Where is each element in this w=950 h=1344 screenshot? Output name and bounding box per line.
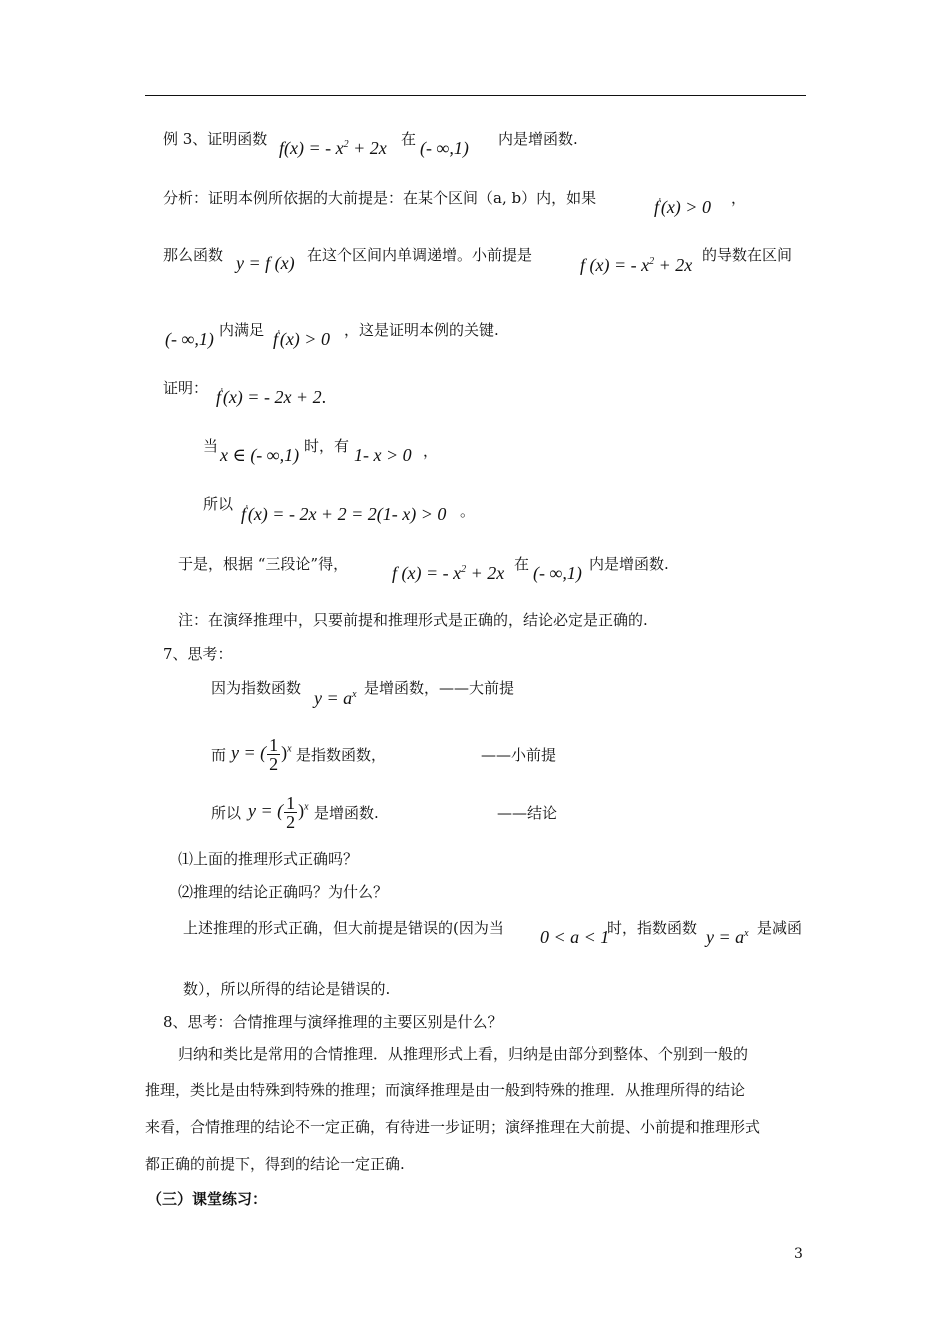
example3-label: 例 3、证明函数 bbox=[163, 130, 268, 148]
example3-function: f(x) = - $x^2 + 2x$ bbox=[279, 138, 387, 158]
think8-paragraph-line1: 归纳和类比是常用的合情推理．从推理形式上看，归纳是由部分到整体、个别到一般的 bbox=[178, 1045, 749, 1063]
proof-when-c: 1- x > 0 bbox=[354, 445, 412, 465]
section3-title: （三）课堂练习： bbox=[147, 1190, 268, 1208]
proof-when-b: 时，有 bbox=[304, 437, 350, 455]
think8-paragraph-line4: 都正确的前提下，得到的结论一定正确. bbox=[145, 1155, 405, 1173]
think7-line2-b: 是指数函数， bbox=[296, 746, 387, 764]
think7-line2-tag: ——小前提 bbox=[481, 746, 557, 764]
think7-question2: ⑵推理的结论正确吗？为什么？ bbox=[178, 883, 389, 901]
think7-line1-b: 是增函数，——大前提 bbox=[364, 679, 515, 697]
think7-question1: ⑴上面的推理形式正确吗？ bbox=[178, 850, 359, 868]
think7-line3-b: 是增函数. bbox=[314, 804, 379, 822]
proof-thus-interval: (- ∞,1) bbox=[533, 563, 582, 583]
proof-when-end: ， bbox=[423, 442, 439, 460]
think7-answer-b: 时，指数函数 bbox=[607, 919, 698, 937]
think7-answer-math: 0 < a < 1 bbox=[540, 927, 610, 947]
analysis-line1: 分析：证明本例所依据的大前提是：在某个区间（a, b）内，如果 bbox=[163, 189, 597, 207]
proof-thus-function: f (x) = - $x^2 + 2x$ bbox=[392, 563, 505, 583]
think8-paragraph-line3: 来看，合情推理的结论不一定正确，有待进一步证明；演绎推理在大前提、小前提和推理形式 bbox=[145, 1118, 761, 1136]
proof-thus-tail: 内是增函数. bbox=[589, 555, 669, 573]
analysis-line2-c: 的导数在区间 bbox=[702, 246, 793, 264]
proof-note: 注：在演绎推理中，只要前提和推理形式是正确的，结论必定是正确的. bbox=[178, 611, 648, 629]
proof-label: 证明： bbox=[163, 379, 209, 397]
analysis-comma: ， bbox=[731, 189, 747, 207]
fraction-one-half: $\frac{1}{2}$ bbox=[269, 735, 279, 774]
example3-in: 在 bbox=[401, 130, 417, 148]
page-number: 3 bbox=[794, 1246, 803, 1262]
think7-answer-c: 是减函 bbox=[757, 919, 803, 937]
analysis-line3-b: ，这是证明本例的关键. bbox=[344, 321, 499, 339]
think8-title: 8、思考：合情推理与演绎推理的主要区别是什么？ bbox=[163, 1013, 503, 1031]
proof-when: 当 bbox=[203, 437, 219, 455]
proof-derivative: f'(x) = - 2x + 2. bbox=[216, 387, 327, 407]
proof-so: 所以 bbox=[203, 495, 234, 513]
proof-thus-in: 在 bbox=[514, 555, 530, 573]
think7-line2-math: y = ( $\frac{1}{2}$ )$^x$ bbox=[231, 735, 292, 774]
think7-line3-tag: ——结论 bbox=[497, 804, 558, 822]
analysis-condition-2: f'(x) > 0 bbox=[273, 329, 330, 349]
analysis-y-fx: y = f (x) bbox=[236, 253, 295, 273]
example3-tail: 内是增函数. bbox=[498, 130, 578, 148]
header-rule bbox=[145, 95, 806, 96]
analysis-line2-b: 在这个区间内单调递增。小前提是 bbox=[307, 246, 533, 264]
analysis-interval: (- ∞,1) bbox=[165, 329, 214, 349]
think7-line1-a: 因为指数函数 bbox=[211, 679, 302, 697]
analysis-minor-function: f (x) = - $x^2 + 2x$ bbox=[580, 255, 693, 275]
think7-line2-a: 而 bbox=[211, 746, 227, 764]
think7-line3-math: y = ( $\frac{1}{2}$ )$^x$ bbox=[248, 793, 309, 832]
think7-answer-a: 上述推理的形式正确，但大前提是错误的(因为当 bbox=[183, 919, 504, 937]
analysis-condition: f'(x) > 0 bbox=[654, 197, 711, 217]
example3-interval: (- ∞,1) bbox=[420, 138, 469, 158]
think7-line3-a: 所以 bbox=[211, 804, 242, 822]
think7-answer-y: $y = a^x$ bbox=[706, 927, 749, 947]
think8-paragraph-line2: 推理，类比是由特殊到特殊的推理；而演绎推理是由一般到特殊的推理．从推理所得的结论 bbox=[145, 1081, 746, 1099]
think7-line1-math: $y = a^x$ bbox=[314, 688, 357, 708]
think7-title: 7、思考： bbox=[163, 645, 233, 663]
think7-answer-line2: 数），所以所得的结论是错误的. bbox=[183, 980, 391, 998]
proof-thus: 于是，根据 “三段论”得， bbox=[178, 555, 349, 573]
analysis-line3-a: 内满足 bbox=[219, 321, 265, 339]
proof-so-math: f'(x) = - 2x + 2 = 2(1- x) > 0 bbox=[241, 504, 447, 524]
fraction-one-half-2: $\frac{1}{2}$ bbox=[286, 793, 296, 832]
proof-so-end: 。 bbox=[460, 502, 476, 520]
proof-when-math: x ∈ (- ∞,1) bbox=[220, 445, 300, 465]
analysis-line2-a: 那么函数 bbox=[163, 246, 224, 264]
